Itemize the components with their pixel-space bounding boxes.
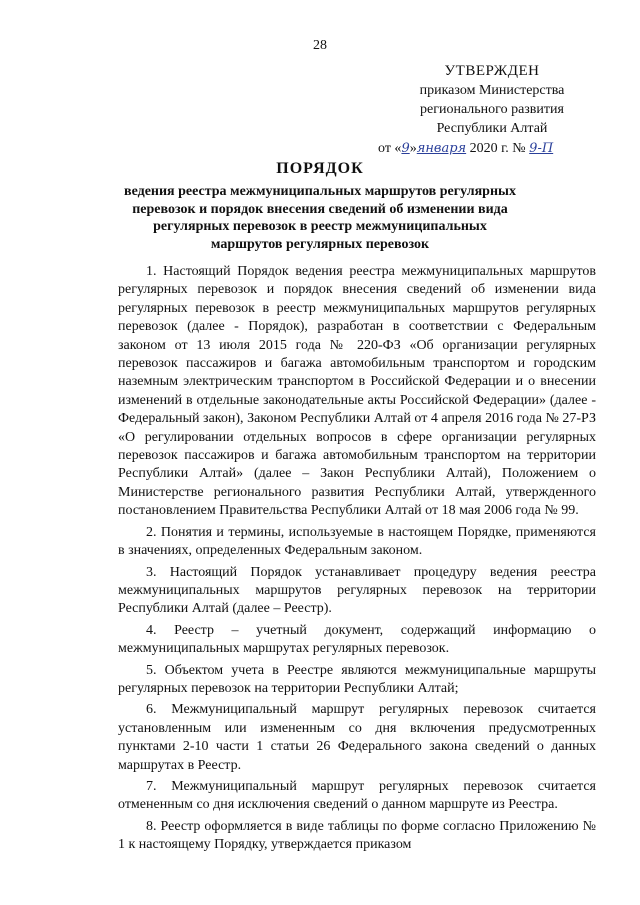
date-mid: » [409,141,417,156]
paragraph: 1. Настоящий Порядок ведения реестра межмуниципальных маршрутов регулярных перевозок и порядок внесения сведений об изменении вида регулярных перевозок в реестр межмуниципальных маршрутов регулярных перевозок (далее - Порядок), разработан в соответствии с Федеральным законом от 13 июля 2015 года № 220-ФЗ «Об организации регулярных перевозок пассажиров и багажа автомобильным транспортом и городским наземным электрическим транспортом в Российской Федерации и о внесении изменений в отдельные законодательные акты Российской Федерации» (далее - Федеральный закон), Законом Республики Алтай от 4 апреля 2016 года № 27-РЗ «О регулировании отдельных вопросов в сфере организации регулярных перевозок пассажиров и багажа автомобильным транспортом на территории Республики Алтай» (далее – Закон Республики Алтай), Положением о Министерстве регионального развития Республики Алтай, утвержденного постановлением Правительства Республики Алтай от 18 мая 2006 года № 99. [118,264,596,519]
page-number: 28 [313,38,327,53]
approval-line: Республики Алтай [436,121,548,136]
handwritten-month: января [416,141,467,156]
handwritten-day: 9 [401,141,410,156]
paragraph: 3. Настоящий Порядок устанавливает процедуру ведения реестра межмуниципальных маршрутов регулярных перевозок на территории Республики Алтай (далее – Реестр). [118,564,596,617]
paragraph: 8. Реестр оформляется в виде таблицы по форме согласно Приложению № 1 к настоящему Порядку, утверждается приказом [118,818,596,853]
paragraph: 2. Понятия и термины, используемые в настоящем Порядке, применяются в значениях, определенных Федеральным законом. [118,524,596,559]
approval-line: приказом Министерства [419,83,565,98]
approval-date [372,139,612,158]
paragraph: 7. Межмуниципальный маршрут регулярных перевозок считается отмененным со дня исключения сведений о данном маршруте из Реестра. [118,778,596,813]
paragraph: 5. Объектом учета в Реестре являются межмуниципальные маршруты регулярных перевозок на территории Республики Алтай; [118,662,596,696]
document-subtitle: ведения реестра межмуниципальных маршрутов регулярных перевозок и порядок внесения сведений об изменении вида регулярных перевозок в реестр межмуниципальных маршрутов регулярных перевозок [124,184,516,252]
date-year: 2020 г. № [466,141,530,156]
approval-block [372,62,612,158]
approval-title: УТВЕРЖДЕН [444,63,540,79]
approval-line: регионального развития [420,102,564,117]
paragraph: 6. Межмуниципальный маршрут регулярных перевозок считается установленным или измененным со дня включения предусмотренных пунктами 2-10 части 1 статьи 26 Федерального закона сведений о данных маршрутах в Реестр. [118,702,596,773]
document-title: ПОРЯДОК [276,160,364,177]
date-prefix: от « [378,141,402,156]
handwritten-order-number: 9-П [529,141,554,156]
document-body [118,263,596,858]
paragraph: 4. Реестр – учетный документ, содержащий информацию о межмуниципальных маршрутах регулярных перевозок. [118,622,596,657]
